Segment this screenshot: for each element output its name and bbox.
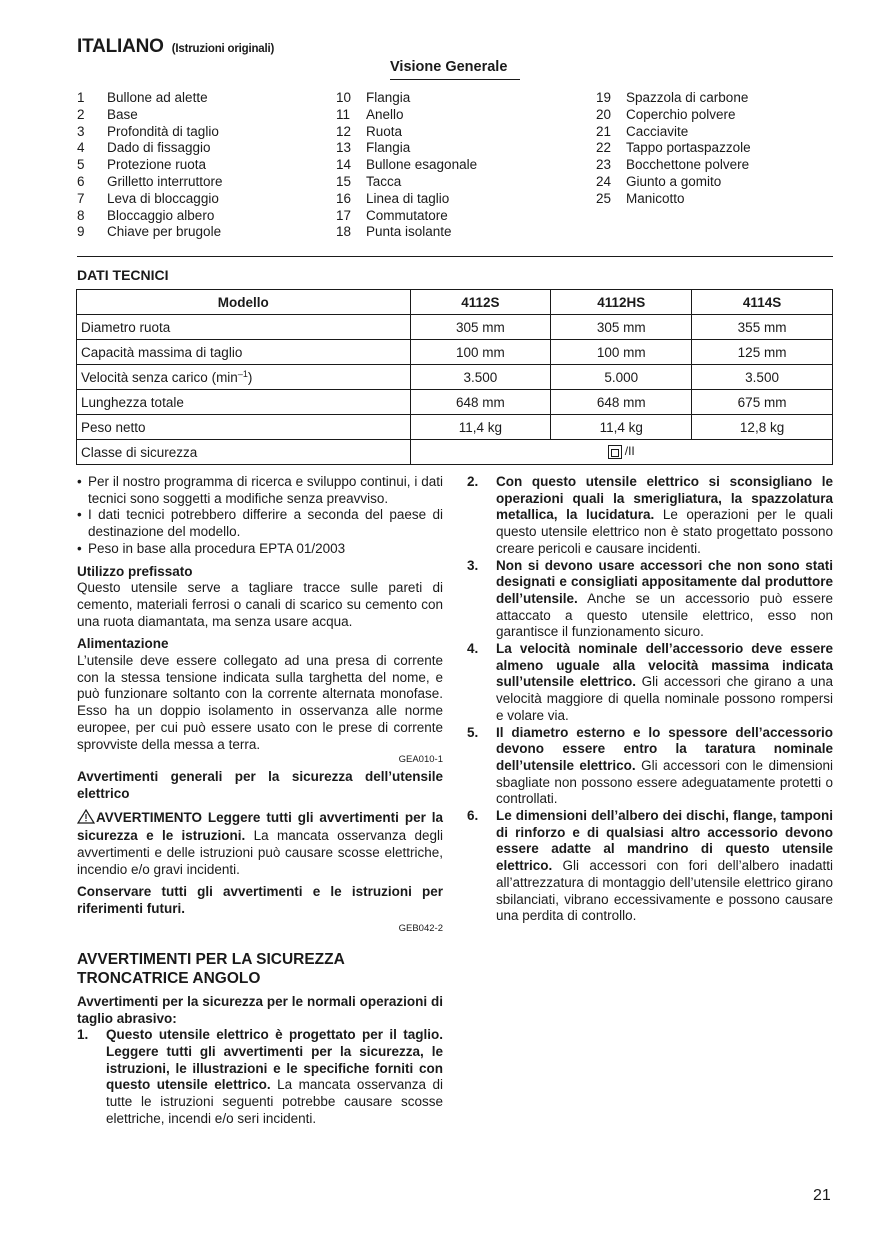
page-number: 21 [813,1187,831,1204]
header-cell: 4112S [410,290,551,315]
part-item: 1 Bullone ad alette [77,90,208,105]
header-cell: 4114S [692,290,833,315]
table-row [77,440,833,465]
table-row [77,315,833,340]
part-item: 11 Anello [336,106,404,122]
cell: 648 mm [410,390,551,415]
table-row [77,365,833,390]
parts-list-column-1 [77,90,223,241]
power-supply-heading: Alimentazione [77,636,169,652]
part-item: 9 Chiave per brugole [77,224,222,240]
table-row [77,390,833,415]
part-item: 8 Bloccaggio albero [77,207,215,223]
part-item: 24 Giunto a gomito [596,173,722,189]
safety-subheading: Avvertimenti per la sicurezza per le normali operazioni di taglio abrasivo: [77,993,443,1026]
cell: 305 mm [551,315,692,340]
part-item: 16 Linea di taglio [336,190,450,206]
safety-item: 5. Il diametro esterno e lo spessore dell’accessorio devono essere entro la taratura nominale dell’utensile elettrico. Gli accessori con le dimensioni sbagliate non possono essere adeguatamente protetti o controllati. [467,724,833,807]
part-item: 17 Commutatore [336,207,448,223]
cell: 355 mm [692,315,833,340]
specs-table [76,289,833,465]
row-label: Lunghezza totale [77,390,411,415]
part-item: 3 Profondità di taglio [77,123,219,139]
table-row [77,415,833,440]
spec-note-bullet: • Peso in base alla procedura EPTA 01/2003 [77,540,346,556]
row-label: Peso netto [77,415,411,440]
intended-use-text: Questo utensile serve a tagliare tracce sulle pareti di cemento, materiali ferrosi o canali di scarico su cemento con una ruota diamantata, ma senza usare acqua. [77,580,443,629]
parts-list-column-2 [336,90,477,241]
part-item: 2 Base [77,106,138,122]
safety-item: 6. Le dimensioni dell’albero dei dischi, flange, tamponi di rinforzo e di qualsiasi altro accessorio devono essere adatte al mandrino di questo utensile elettrico. Gli accessori con fori dell’albero inadatti all’attrezzatura di montaggio dell’utensile elettrico girano sbilanciati, vibrano eccessivamente e possono causare una perdita di controllo. [467,808,833,924]
part-item: 6 Grilletto interruttore [77,173,223,189]
left-text-column [77,474,443,1128]
row-label: Classe di sicurezza [77,440,411,465]
part-item: 18 Punta isolante [336,224,452,240]
cell: 125 mm [692,340,833,365]
table-header-row [77,290,833,315]
cell: 100 mm [410,340,551,365]
safety-item: 2. Con questo utensile elettrico si sconsigliano le operazioni quali la smerigliatura, la spazzolatura metallica, la lucidatura. Le operazioni per le quali questo utensile elettrico non è stato progettato possono creare pericoli e causare incidenti. [467,474,834,556]
power-supply-text: L’utensile deve essere collegato ad una presa di corrente con la stessa tensione indicata sulla targhetta del nome, e può funzionare soltanto con la corrente alternata monofase. Esso ha un doppio isolamento in osservanza alle norme europee, per cui può essere usato con le prese di corrente sprovviste della messa a terra. [77,653,443,752]
warning-triangle-icon [77,809,95,829]
language-note: (Istruzioni originali) [171,43,275,55]
row-label: Velocità senza carico $(\min^{-1})$ [77,365,411,390]
cell: 305 mm [410,315,551,340]
safety-item: 1. Questo utensile elettrico è progettato per il taglio. Leggere tutti gli avvertimenti per la sicurezza, le istruzioni, le illustrazioni e le specifiche forniti con questo utensile elettrico. La mancata osservanza di tutte le istruzioni seguenti potrebbe causare scosse elettriche, incendi e/o seri incidenti. [77,1027,443,1126]
cell: 648 mm [551,390,692,415]
header-cell: Modello [77,290,411,315]
page-language-title [77,36,274,58]
part-item: 12 Ruota [336,123,403,139]
spec-note-bullet: • I dati tecnici potrebbero differire a seconda del paese di destinazione del modello. [77,507,443,540]
spec-note-bullet: • Per il nostro programma di ricerca e sviluppo continui, i dati tecnici sono soggetti a modifiche senza preavviso. [77,474,443,506]
part-item: 21 Cacciavite [596,123,689,139]
part-item: 22 Tappo portaspazzole [596,140,751,156]
header-cell: 4112HS [551,290,692,315]
warning-paragraph: AVVERTIMENTO Leggere tutti gli avvertimenti per la sicurezza e le istruzioni. La mancata osservanza degli avvertimenti e delle istruzioni può causare scosse elettriche, incendio e/o gravi incidenti. [77,809,443,877]
cell: 12,8 kg [692,415,833,440]
cell: 100 mm [551,340,692,365]
part-item: 15 Tacca [336,173,402,189]
intended-use-heading: Utilizzo prefissato [77,563,193,579]
row-label: Capacità massima di taglio [77,340,411,365]
part-item: 23 Bocchettone polvere [596,157,750,173]
cell: 3.500 [410,365,551,390]
part-item: 13 Flangia [336,140,411,156]
right-text-column [467,474,833,925]
part-item: 25 Manicotto [596,190,685,206]
safety-section-heading: AVVERTIMENTI PER LA SICUREZZA TRONCATRICE ANGOLO [77,950,345,987]
part-item: 19 Spazzola di carbone [596,90,749,105]
language-label: ITALIANO [77,36,164,57]
part-item: 20 Coperchio polvere [596,106,736,122]
reference-code: GEB042-2 [398,922,443,934]
part-item: 7 Leva di bloccaggio [77,190,219,206]
cell: 11,4 kg [551,415,692,440]
safety-item: 4. La velocità nominale dell’accessorio deve essere almeno uguale alla velocità massima indicata sull’utensile elettrico. Gli accessori che girano a una velocità maggiore di quella nominale possono rompersi e volare via. [467,641,833,723]
section-title: Visione Generale [390,59,520,80]
safety-item: 3. Non si devono usare accessori che non sono stati designati e consigliati appositamente dal produttore dell’utensile. Anche se un accessorio può essere attaccato a questo utensile elettrico, esso non garantisce il funzionamento sicuro. [467,557,833,640]
row-label: Diametro ruota [77,315,411,340]
cell: 5.000 [551,365,692,390]
part-item: 14 Bullone esagonale [336,157,478,173]
parts-list-column-3 [596,90,751,208]
part-item: 10 Flangia [336,90,411,105]
reference-code: GEA010-1 [398,754,443,766]
specs-title: DATI TECNICI [77,267,169,283]
part-item: 4 Dado di fissaggio [77,140,211,156]
table-row [77,340,833,365]
double-insulation-icon [608,445,622,459]
general-warnings-heading: Avvertimenti generali per la sicurezza dell’utensile elettrico [77,769,443,801]
cell: 3.500 [692,365,833,390]
cell: 675 mm [692,390,833,415]
part-item: 5 Protezione ruota [77,157,207,173]
safety-class-cell: /II [410,440,833,465]
keep-instructions-note: Conservare tutti gli avvertimenti e le istruzioni per riferimenti futuri. [77,884,443,917]
section-divider [77,256,833,257]
cell: 11,4 kg [410,415,551,440]
